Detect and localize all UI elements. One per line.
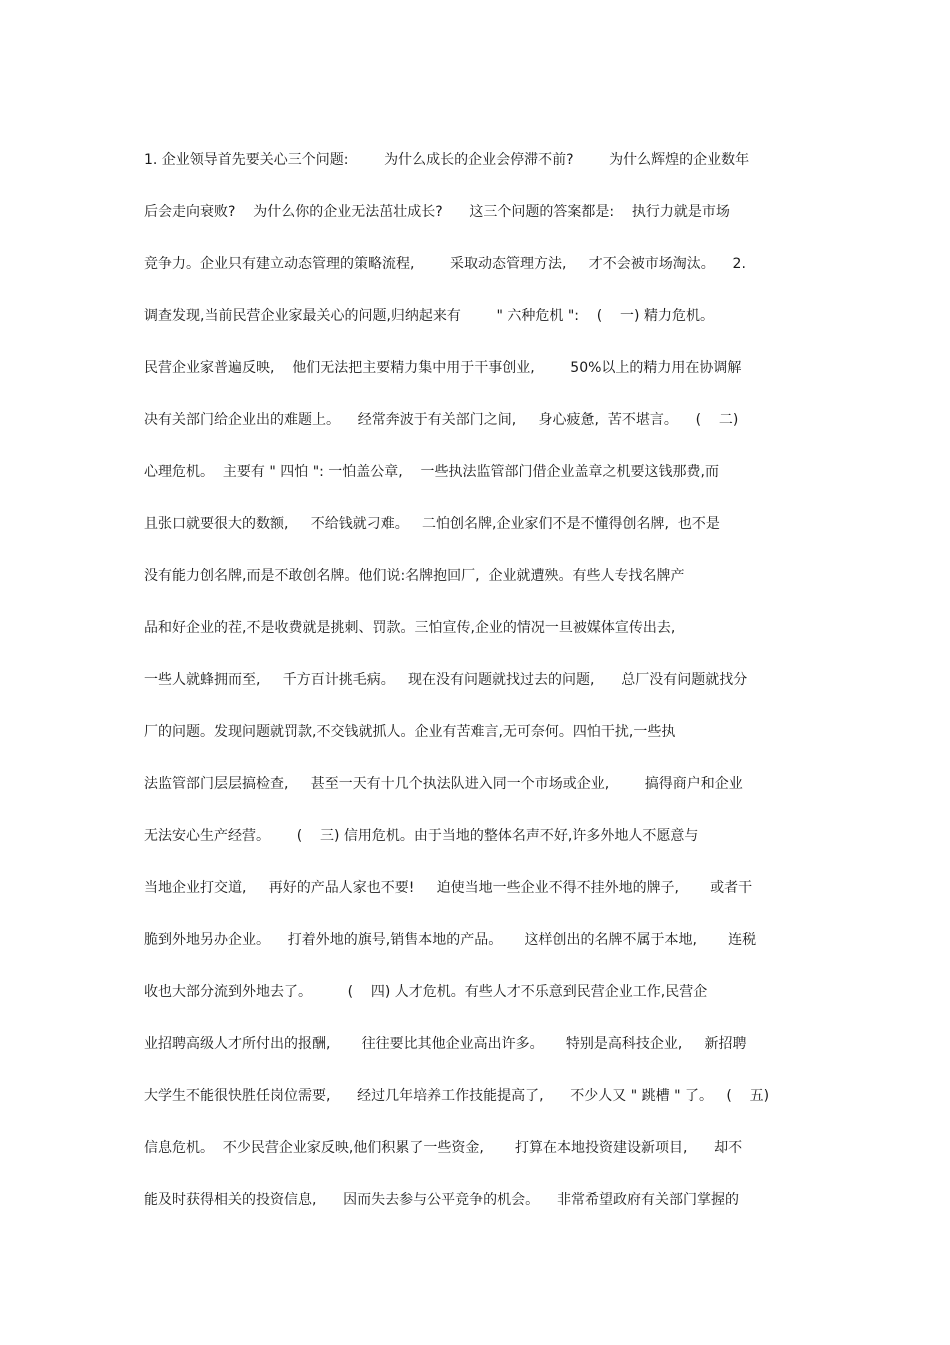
text-line: 无法安心生产经营。 ( 三) 信用危机。由于当地的整体名声不好,许多外地人不愿意与 [144,828,699,844]
text-line: 品和好企业的茬,不是收费就是挑刺、罚款。三怕宣传,企业的情况一旦被媒体宣传出去, [144,620,676,636]
text-line: 且张口就要很大的数额, 不给钱就刁难。 二怕创名牌,企业家们不是不懂得创名牌, 也不是 [144,516,720,532]
text-line: 法监管部门层层搞检查, 甚至一天有十几个执法队进入同一个市场或企业, 搞得商户和企业 [144,776,743,792]
text-line: 收也大部分流到外地去了。 ( 四) 人才危机。有些人才不乐意到民营企业工作,民营企 [144,984,708,1000]
text-line: 调查发现,当前民营企业家最关心的问题,归纳起来有 " 六种危机 ": ( 一) 精力危机。 [144,308,714,324]
text-line: 能及时获得相关的投资信息, 因而失去参与公平竞争的机会。 非常希望政府有关部门掌握的 [144,1192,739,1208]
text-line: 1. 企业领导首先要关心三个问题: 为什么成长的企业会停滞不前? 为什么辉煌的企业数年 [144,152,750,168]
text-line: 大学生不能很快胜任岗位需要, 经过几年培养工作技能提高了, 不少人又 " 跳槽 " 了。 ( 五) [144,1088,770,1104]
text-line: 一些人就蜂拥而至, 千方百计挑毛病。 现在没有问题就找过去的问题, 总厂没有问题就找分 [144,672,748,688]
text-line: 决有关部门给企业出的难题上。 经常奔波于有关部门之间, 身心疲惫, 苦不堪言。 ( 二) [144,412,739,428]
text-line: 没有能力创名牌,而是不敢创名牌。他们说:名牌抱回厂, 企业就遭殃。有些人专找名牌产 [144,568,685,584]
text-line: 竞争力。企业只有建立动态管理的策略流程, 采取动态管理方法, 才不会被市场淘汰。 2. [144,256,746,272]
text-line: 脆到外地另办企业。 打着外地的旗号,销售本地的产品。 这样创出的名牌不属于本地, 连税 [144,932,757,948]
text-line: 厂的问题。发现问题就罚款,不交钱就抓人。企业有苦难言,无可奈何。四怕干扰,一些执 [144,724,676,740]
text-line: 业招聘高级人才所付出的报酬, 往往要比其他企业高出许多。 特别是高科技企业, 新招聘 [144,1036,747,1052]
text-line: 后会走向衰败? 为什么你的企业无法茁壮成长? 这三个问题的答案都是: 执行力就是市场 [144,204,730,220]
text-line: 心理危机。 主要有 " 四怕 ": 一怕盖公章, 一些执法监管部门借企业盖章之机要这钱那费,而 [144,464,719,480]
text-line: 信息危机。 不少民营企业家反映,他们积累了一些资金, 打算在本地投资建设新项目, 却不 [144,1140,743,1156]
text-line: 当地企业打交道, 再好的产品人家也不要! 迫使当地一些企业不得不挂外地的牌子, 或者干 [144,880,753,896]
text-line: 民营企业家普遍反映, 他们无法把主要精力集中用于干事创业, 50%以上的精力用在协调解 [144,360,742,376]
